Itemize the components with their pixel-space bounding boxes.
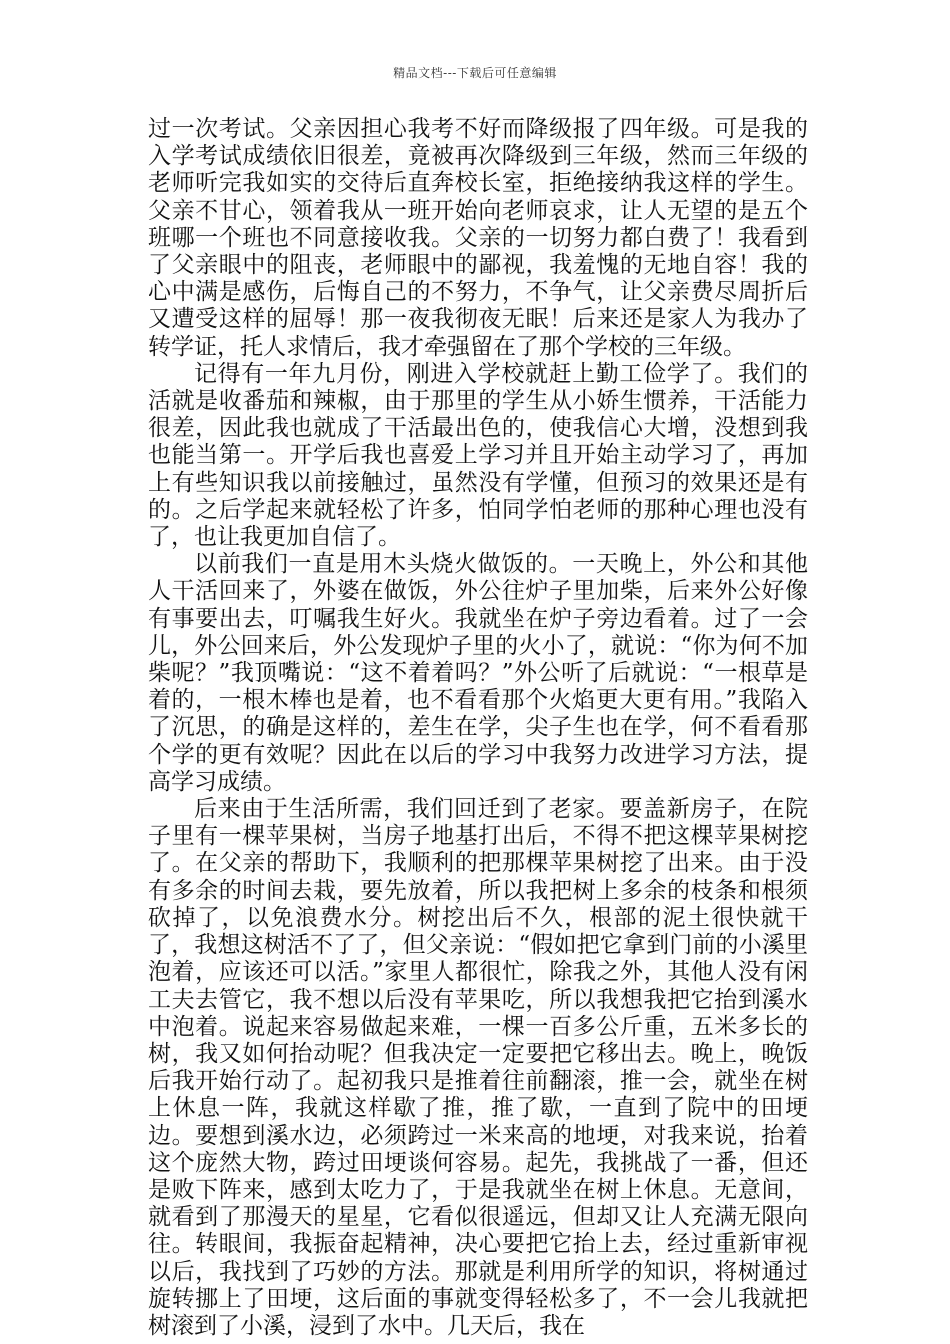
paragraph: 后来由于生活所需，我们回迁到了老家。要盖新房子，在院子里有一棵苹果树，当房子地基打出后，不得不把这棵苹果树挖了。在父亲的帮助下，我顺利的把那棵苹果树挖了出来。由于没有多余的时间去栽，要先放着，所以我把树上多余的枝条和根须砍掉了，以免浪费水分。树挖出后不久，根部的泥土很快就干了，我想这树活不了了，但父亲说：“假如把它拿到门前的小溪里泡着，应该还可以活。”家里人都很忙，除我之外，其他人没有闲工夫去管它，我不想以后没有苹果吃，所以我想我把它抬到溪水中泡着。说起来容易做起来难，一棵一百多公斤重，五米多长的树，我又如何抬动呢？但我决定一定要把它移出去。晚上，晚饭后我开始行动了。起初我只是推着往前翻滚，推一会，就坐在树上休息一阵，我就这样歇了推，推了歇，一直到了院中的田埂边。要想到溪水边，必须跨过一米来高的地埂，对我来说，抬着这个庞然大物，跨过田埂谈何容易。起先，我挑战了一番，但还是败下阵来，感到太吃力了，于是我就坐在树上休息。无意间，就看到了那漫天的星星，它看似很遥远，但却又让人充满无限向往。转眼间，我振奋起精神，决心要把它抬上去，经过重新审视以后，我找到了巧妙的方法。那就是利用所学的知识，将树通过旋转挪上了田埂，这后面的事就变得轻松多了，不一会儿我就把树滚到了小溪，浸到了水中。几天后，我在	[148, 796, 808, 1339]
page-header: 精品文档---下载后可任意编辑	[393, 66, 557, 80]
document-body	[148, 116, 808, 1340]
paragraph: 记得有一年九月份，刚进入学校就赶上勤工俭学了。我们的活就是收番茄和辣椒，由于那里的学生从小娇生惯养，干活能力很差，因此我也就成了干活最出色的，使我信心大增，没想到我也能当第一。开学后我也喜爱上学习并且开始主动学习了，再加上有些知识我以前接触过，虽然没有学懂，但预习的效果还是有的。之后学起来就轻松了许多，怕同学怕老师的那种心理也没有了，也让我更加自信了。	[148, 360, 808, 551]
paragraph: 以前我们一直是用木头烧火做饭的。一天晚上，外公和其他人干活回来了，外婆在做饭，外公往炉子里加柴，后来外公好像有事要出去，叮嘱我生好火。我就坐在炉子旁边看着。过了一会儿，外公回来后，外公发现炉子里的火小了，就说：“你为何不加柴呢？”我顶嘴说：“这不着着吗？”外公听了后就说：“一根草是着的，一根木棒也是着，也不看看那个火焰更大更有用。”我陷入了沉思，的确是这样的，差生在学，尖子生也在学，何不看看那个学的更有效呢？因此在以后的学习中我努力改进学习方法，提高学习成绩。	[148, 551, 808, 795]
paragraph: 过一次考试。父亲因担心我考不好而降级报了四年级。可是我的入学考试成绩依旧很差，竟被再次降级到三年级，然而三年级的老师听完我如实的交待后直奔校长室，拒绝接纳我这样的学生。父亲不甘心，领着我从一班开始向老师哀求，让人无望的是五个班哪一个班也不同意接收我。父亲的一切努力都白费了！我看到了父亲眼中的阻丧，老师眼中的鄙视，我羞愧的无地自容！我的心中满是感伤，后悔自己的不努力，不争气，让父亲费尽周折后又遭受这样的屈辱！那一夜我彻夜无眠！后来还是家人为我办了转学证，托人求情后，我才牵强留在了那个学校的三年级。	[148, 116, 808, 360]
